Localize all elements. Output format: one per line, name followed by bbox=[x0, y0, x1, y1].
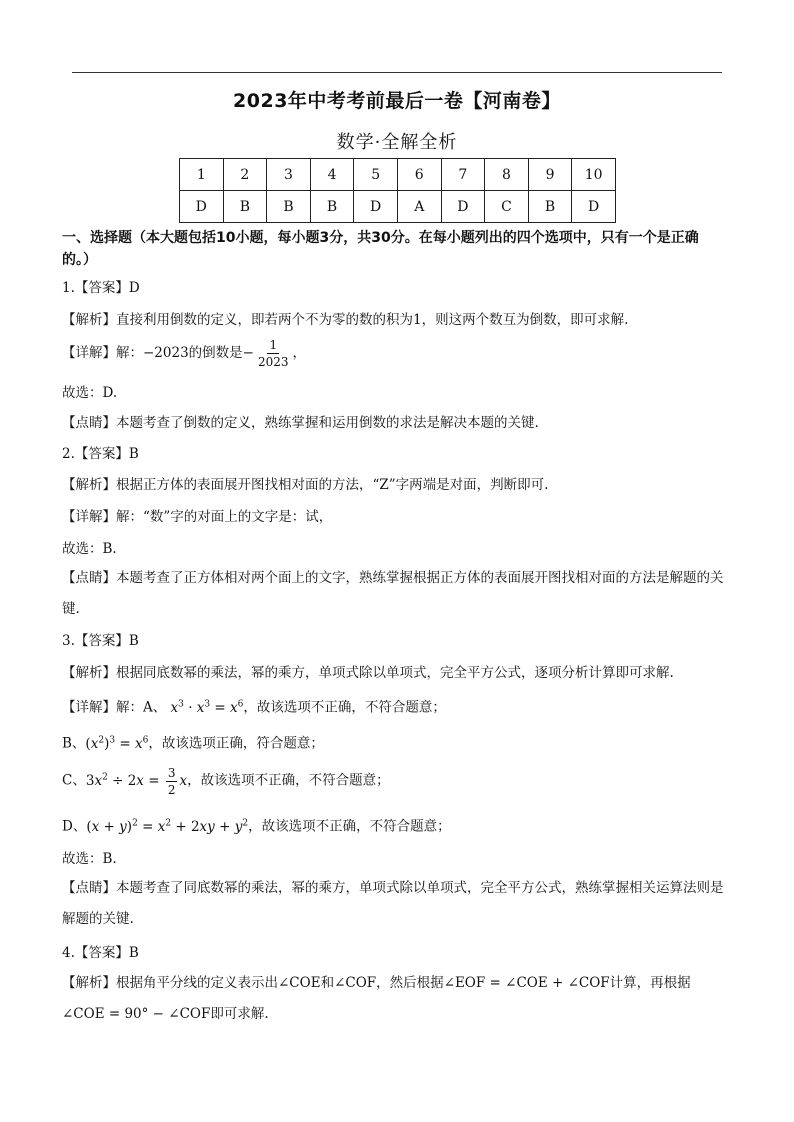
answer-table-cell: D bbox=[441, 191, 485, 223]
q1-choose: 故选：D. bbox=[62, 385, 118, 401]
q1-analysis: 【解析】直接利用倒数的定义，即若两个不为零的数的积为1，则这两个数互为倒数，即可求解. bbox=[62, 312, 629, 328]
q2-answer: 2.【答案】B bbox=[62, 446, 139, 462]
q1-fraction bbox=[256, 339, 291, 368]
answer-table-cell: 4 bbox=[310, 159, 354, 191]
answer-table-cell: 3 bbox=[267, 159, 311, 191]
q1-detail-prefix: 【详解】解：−2023的倒数是− bbox=[62, 345, 254, 361]
answer-table-cell: C bbox=[485, 191, 529, 223]
q3-c-suffix: ，故该选项不正确，不符合题意； bbox=[187, 772, 390, 789]
answer-table-cell: A bbox=[397, 191, 441, 223]
q3-c-fraction bbox=[166, 767, 178, 796]
top-rule bbox=[72, 72, 722, 73]
q3-formula-d: $(x + y)^2 = x^2 + 2xy + y^2$ bbox=[86, 818, 249, 835]
q3-answer: 3.【答案】B bbox=[62, 633, 139, 649]
q3-d-prefix: D、 bbox=[62, 818, 87, 835]
answer-table-number-row bbox=[180, 159, 616, 191]
answer-table-cell: 6 bbox=[397, 159, 441, 191]
q3-b-suffix: ，故该选项正确，符合题意； bbox=[148, 735, 324, 752]
q2-choose: 故选：B. bbox=[62, 541, 117, 557]
q3-formula-c: $3x^2 \div 2x$ = $\frac{3}{2}$ x bbox=[85, 765, 188, 797]
q3-option-b bbox=[62, 731, 324, 753]
answer-table-cell: 9 bbox=[528, 159, 572, 191]
q4-answer: 4.【答案】B bbox=[62, 945, 139, 961]
answer-table-cell: B bbox=[310, 191, 354, 223]
q3-a-suffix: ，故该选项不正确，不符合题意； bbox=[243, 699, 446, 716]
answer-table-cell: 8 bbox=[485, 159, 529, 191]
q3-formula-a: $x^3 \cdot x^3 = x^6$ bbox=[170, 699, 244, 716]
page-subtitle: 数学·全解全析 bbox=[336, 132, 458, 153]
q4-analysis: 【解析】根据角平分线的定义表示出∠COE和∠COF，然后根据∠EOF = ∠COE + ∠COF计算，再根据∠COE = 90° − ∠COF即可求解. bbox=[62, 975, 691, 1022]
q3-b-prefix: B、 bbox=[62, 735, 86, 752]
answer-table-cell: 5 bbox=[354, 159, 398, 191]
q3-comment: 【点睛】本题考查了同底数幂的乘法，幂的乘方，单项式除以单项式，完全平方公式，熟练掌握相关运算法则是解题的关键. bbox=[62, 880, 724, 927]
answer-table bbox=[179, 158, 616, 223]
answer-table-cell: D bbox=[180, 191, 224, 223]
q2-comment: 【点睛】本题考查了正方体相对两个面上的文字，熟练掌握根据正方体的表面展开图找相对面的方法是解题的关键. bbox=[62, 570, 724, 617]
q3-d-suffix: ，故该选项不正确，不符合题意； bbox=[248, 818, 451, 835]
q2-detail: 【详解】解：“数”字的对面上的文字是：试， bbox=[62, 509, 333, 525]
q1-detail-suffix: ， bbox=[292, 345, 307, 361]
q1-detail bbox=[62, 338, 306, 368]
q3-c-prefix: C、 bbox=[62, 772, 86, 789]
q1-answer: 1.【答案】D bbox=[62, 280, 140, 296]
answer-table-cell: B bbox=[223, 191, 267, 223]
q3-option-c bbox=[62, 762, 390, 796]
answer-table-cell: 10 bbox=[572, 159, 616, 191]
q3-analysis: 【解析】根据同底数幂的乘法，幂的乘方，单项式除以单项式，完全平方公式，逐项分析计算即可求解. bbox=[62, 665, 674, 681]
q3-c-frac-num: 3 bbox=[167, 765, 176, 780]
answer-table-cell: D bbox=[354, 191, 398, 223]
q3-option-d bbox=[62, 814, 451, 836]
answer-table-cell: 7 bbox=[441, 159, 485, 191]
q2-analysis: 【解析】根据正方体的表面展开图找相对面的方法，“Z”字两端是对面，判断即可. bbox=[62, 477, 549, 493]
q3-choose: 故选：B. bbox=[62, 851, 117, 867]
q3-detail-prefix: 【详解】解：A、 bbox=[62, 699, 167, 716]
q1-comment: 【点睛】本题考查了倒数的定义，熟练掌握和运用倒数的求法是解决本题的关键. bbox=[62, 415, 539, 431]
answer-table-cell: B bbox=[528, 191, 572, 223]
answer-table-answer-row bbox=[180, 191, 616, 223]
answer-table-cell: 2 bbox=[223, 159, 267, 191]
q3-c-frac-den: 2 bbox=[167, 782, 176, 797]
answer-table-cell: 1 bbox=[180, 159, 224, 191]
answer-table-cell: B bbox=[267, 191, 311, 223]
q3-option-a bbox=[62, 695, 446, 717]
q3-formula-b: $(x^2)^3 = x^6$ bbox=[85, 735, 149, 752]
q1-frac-den: 2023 bbox=[257, 355, 289, 369]
page-title: 2023年中考考前最后一卷【河南卷】 bbox=[233, 90, 561, 112]
answer-table-cell: D bbox=[572, 191, 616, 223]
section-heading: 一、选择题（本大题包括10小题，每小题3分，共30分。在每小题列出的四个选项中，只有一个是正确的。） bbox=[62, 230, 699, 268]
q1-frac-num: 1 bbox=[269, 338, 278, 352]
